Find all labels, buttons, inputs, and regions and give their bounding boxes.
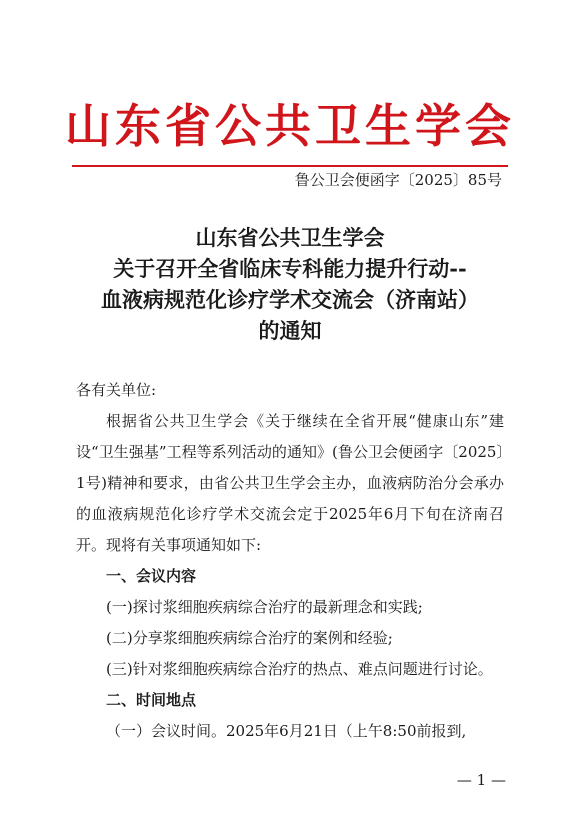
content-item-3: (三)针对浆细胞疾病综合治疗的热点、难点问题进行讨论。 (106, 660, 493, 678)
content-item-1: (一)探讨浆细胞疾病综合治疗的最新理念和实践; (106, 598, 423, 616)
title-line-4: 的通知 (258, 318, 322, 343)
page-number: — 1 — (456, 771, 506, 789)
document-number: 鲁公卫会便函字〔2025〕85号 (294, 171, 502, 189)
section-heading-content: 一、会议内容 (106, 567, 197, 585)
section-heading-time-place: 二、时间地点 (106, 691, 197, 709)
title-line-1: 山东省公共卫生学会 (195, 225, 385, 250)
document-body (76, 375, 504, 747)
document-title (0, 222, 580, 346)
intro-paragraph: 根据省公共卫生学会《关于继续在全省开展“健康山东”建设“卫生强基”工程等系列活动的通知》(鲁公卫会便函字〔2025〕1号)精神和要求，由省公共卫生学会主办，血液病防治分会承办的血液病规范化诊疗学术交流会定于2025年6月下旬在济南召开。现将有关事项通知如下: (76, 412, 504, 554)
organization-header: 山东省公共卫生学会 (65, 99, 515, 153)
time-item-1: （一）会议时间。2025年6月21日（上午8:50前报到, (106, 722, 467, 740)
salutation: 各有关单位: (76, 381, 157, 399)
header-red-rule (72, 165, 508, 167)
content-item-2: (二)分享浆细胞疾病综合治疗的案例和经验; (106, 629, 393, 647)
title-line-3: 血液病规范化诊疗学术交流会（济南站） (101, 287, 479, 312)
title-line-2: 关于召开全省临床专科能力提升行动-- (113, 256, 467, 281)
